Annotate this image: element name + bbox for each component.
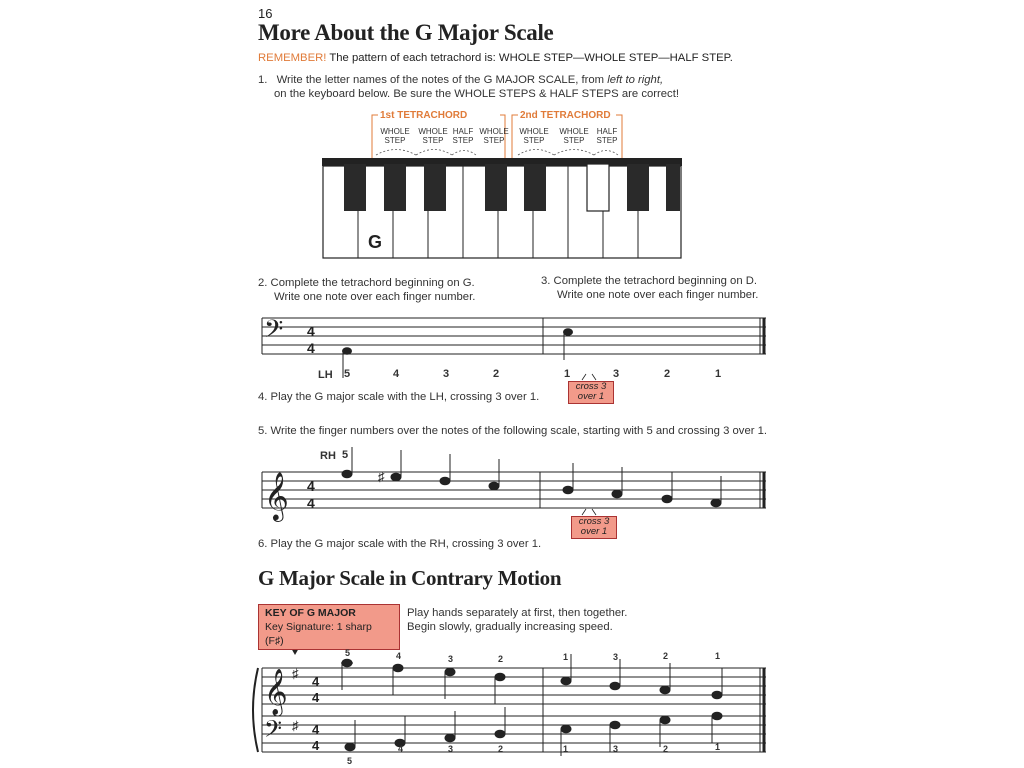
key-sharp-bass-icon: ♯ bbox=[292, 718, 299, 733]
rh-finger: 3 bbox=[613, 652, 619, 662]
time-sig-top: 4 bbox=[307, 323, 315, 339]
section-title: G Major Scale in Contrary Motion bbox=[258, 566, 562, 590]
rh-finger: 3 bbox=[448, 654, 454, 664]
step-label: WHOLE STEP bbox=[380, 127, 410, 145]
treble-clef-icon-2: 𝄞 bbox=[264, 670, 288, 714]
step-label: WHOLE STEP bbox=[418, 127, 448, 145]
lh-finger: 4 bbox=[393, 368, 400, 380]
rh-finger: 1 bbox=[563, 652, 569, 662]
lh-finger: 5 bbox=[347, 756, 353, 766]
time-sig-top-3: 4 bbox=[312, 674, 320, 689]
item1-emphasis: left to right, bbox=[607, 74, 664, 86]
rh-finger: 2 bbox=[498, 654, 504, 664]
lh-finger: 2 bbox=[493, 368, 500, 380]
item-number: 1. bbox=[258, 74, 268, 86]
rh-finger: 1 bbox=[715, 651, 721, 661]
rh-first-finger: 5 bbox=[342, 449, 349, 461]
lh-finger: 3 bbox=[613, 744, 619, 754]
time-sig-bottom: 4 bbox=[307, 340, 315, 356]
grand-staff bbox=[253, 668, 766, 752]
key-signature-box bbox=[258, 604, 400, 650]
tetrachord-1-label: 1st TETRACHORD bbox=[380, 110, 468, 121]
lh-finger: 5 bbox=[344, 368, 351, 380]
remember-label: REMEMBER! bbox=[258, 52, 327, 64]
step-label: WHOLE STEP bbox=[479, 127, 509, 145]
rh-scale-notes bbox=[342, 447, 721, 507]
item3-line2: Write one note over each finger number. bbox=[557, 289, 759, 301]
lh-finger: 1 bbox=[715, 368, 722, 380]
instruction-4: 4. Play the G major scale with the LH, crossing 3 over 1. bbox=[258, 391, 540, 403]
lh-finger: 3 bbox=[443, 368, 450, 380]
time-sig-bottom-2: 4 bbox=[307, 495, 315, 511]
key-title: KEY OF G MAJOR bbox=[265, 607, 356, 619]
lh-finger: 1 bbox=[564, 368, 571, 380]
cross-arrows-rh bbox=[582, 509, 596, 515]
key-letter-g: G bbox=[368, 232, 383, 252]
cross-note-rh: cross 3 over 1 bbox=[571, 516, 617, 539]
step-arcs bbox=[376, 150, 618, 156]
rh-finger: 5 bbox=[345, 648, 351, 658]
key-sharp-treble-icon: ♯ bbox=[292, 666, 299, 681]
instruction-5: 5. Write the finger numbers over the notes of the following scale, starting with 5 and crossing 3 over 1. bbox=[258, 425, 768, 437]
lh-finger: 4 bbox=[398, 744, 404, 754]
item1-line1: Write the letter names of the notes of the G MAJOR SCALE, from bbox=[276, 74, 608, 86]
staff-bass-exercise bbox=[262, 318, 766, 354]
page-number: 16 bbox=[258, 6, 273, 21]
rh-finger: 2 bbox=[663, 651, 669, 661]
rh-label: RH bbox=[320, 450, 336, 462]
instruction-6: 6. Play the G major scale with the RH, crossing 3 over 1. bbox=[258, 538, 542, 550]
tetrachord-2-label: 2nd TETRACHORD bbox=[520, 110, 611, 121]
treble-clef-icon: 𝄞 bbox=[264, 472, 289, 519]
step-label: WHOLE STEP bbox=[519, 127, 549, 145]
lh-label: LH bbox=[318, 369, 333, 381]
bass-clef-icon: 𝄢 bbox=[264, 316, 284, 349]
lh-finger: 3 bbox=[613, 368, 620, 380]
lh-finger: 2 bbox=[664, 368, 671, 380]
page-title: More About the G Major Scale bbox=[258, 20, 554, 45]
time-sig-bottom-4: 4 bbox=[312, 738, 320, 753]
key-signature-text: Key Signature: 1 sharp (F♯) bbox=[265, 621, 372, 647]
step-label: WHOLE STEP bbox=[559, 127, 589, 145]
rh-finger: 4 bbox=[396, 651, 402, 661]
lh-finger: 1 bbox=[715, 742, 721, 752]
remember-text: The pattern of each tetrachord is: WHOLE STEP—WHOLE STEP—HALF STEP. bbox=[329, 52, 733, 64]
item2-line2: Write one note over each finger number. bbox=[274, 291, 476, 303]
lh-finger: 2 bbox=[663, 744, 669, 754]
item1-line2: on the keyboard below. Be sure the WHOLE STEPS & HALF STEPS are correct! bbox=[274, 88, 679, 100]
instruction-3 bbox=[541, 274, 758, 302]
time-sig-top-2: 4 bbox=[307, 478, 315, 494]
lh-finger: 1 bbox=[563, 744, 569, 754]
item2-line1: 2. Complete the tetrachord beginning on G. bbox=[258, 277, 475, 289]
cross-arrows-lh bbox=[582, 374, 596, 380]
note-d bbox=[563, 328, 573, 360]
bass-clef-icon-2: 𝄢 bbox=[264, 716, 283, 747]
step-label: HALF STEP bbox=[452, 127, 474, 145]
step-label: HALF STEP bbox=[596, 127, 618, 145]
sharp-icon: ♯ bbox=[378, 469, 385, 484]
time-sig-bottom-3: 4 bbox=[312, 690, 320, 705]
lh-finger: 3 bbox=[448, 744, 454, 754]
staff-treble-exercise bbox=[262, 472, 766, 508]
cross-note-lh: cross 3 over 1 bbox=[568, 381, 614, 404]
item3-line1: 3. Complete the tetrachord beginning on D. bbox=[541, 275, 758, 287]
lh-finger: 2 bbox=[498, 744, 504, 754]
contrary-rh-notes bbox=[341, 654, 722, 704]
time-sig-top-4: 4 bbox=[312, 722, 320, 737]
contrary-instructions: Play hands separately at first, then together. Begin slowly, gradually increasing speed. bbox=[407, 607, 628, 633]
instruction-2 bbox=[258, 276, 475, 304]
